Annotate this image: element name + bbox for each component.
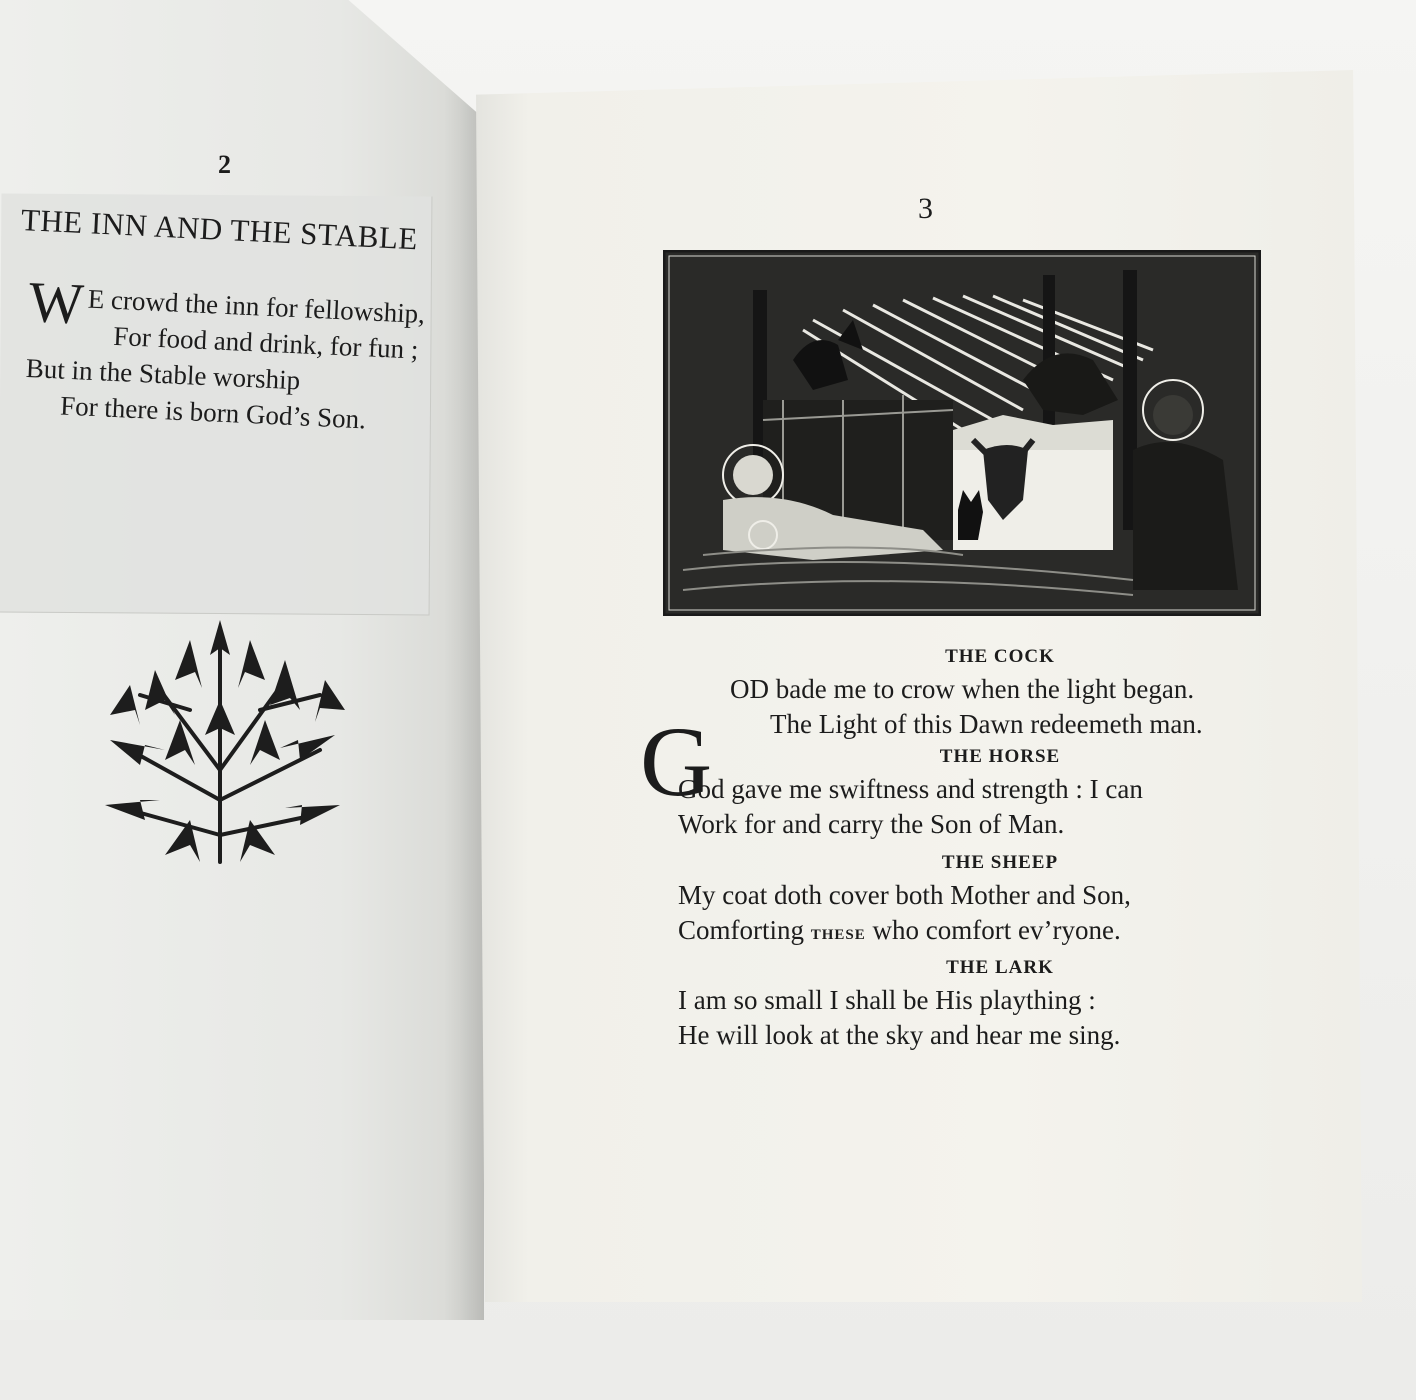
leafy-branch-woodcut-icon (70, 600, 370, 870)
poem-line-1-text: E crowd the inn for fellowship, (87, 283, 426, 329)
sheep-line-2-start: Comforting (678, 915, 804, 945)
page-number-left: 2 (218, 150, 231, 179)
sheep-line-1: My coat doth cover both Mother and Son, (678, 880, 1131, 910)
poem-line-2: For food and drink, for fun ; (112, 320, 420, 365)
horse-line-1: God gave me swiftness and strength : I can (678, 774, 1143, 804)
nativity-stable-woodcut-icon (663, 250, 1261, 616)
inn-poem (23, 269, 429, 440)
sheep-line-2-end: who comfort ev’ryone. (872, 915, 1121, 945)
horse-line-2: Work for and carry the Son of Man. (678, 809, 1065, 839)
poem-line-3: But in the Stable worship (25, 352, 301, 396)
sheep-line-2 (640, 913, 1320, 949)
heading-sheep: THE SHEEP (941, 852, 1059, 873)
cock-line-2: The Light of this Dawn redeemeth man. (770, 709, 1203, 739)
heading-horse: THE HORSE (939, 746, 1061, 767)
poem-title: THE INN AND THE STABLE (20, 202, 419, 257)
page-number-right: 3 (918, 192, 933, 225)
cock-line-1: OD bade me to crow when the light began. (730, 674, 1195, 704)
heading-lark: THE LARK (946, 957, 1054, 978)
sheep-line-2-caps: these (810, 919, 866, 944)
drop-cap: W (27, 269, 86, 337)
drop-cap: G (640, 706, 713, 817)
lark-line-1: I am so small I shall be His plaything : (678, 985, 1096, 1015)
poem-line-4: For there is born God’s Son. (59, 390, 367, 435)
heading-cock: THE COCK (945, 646, 1055, 667)
lark-line-2: He will look at the sky and hear me sing. (678, 1020, 1121, 1050)
animals-poem (640, 642, 1320, 1053)
